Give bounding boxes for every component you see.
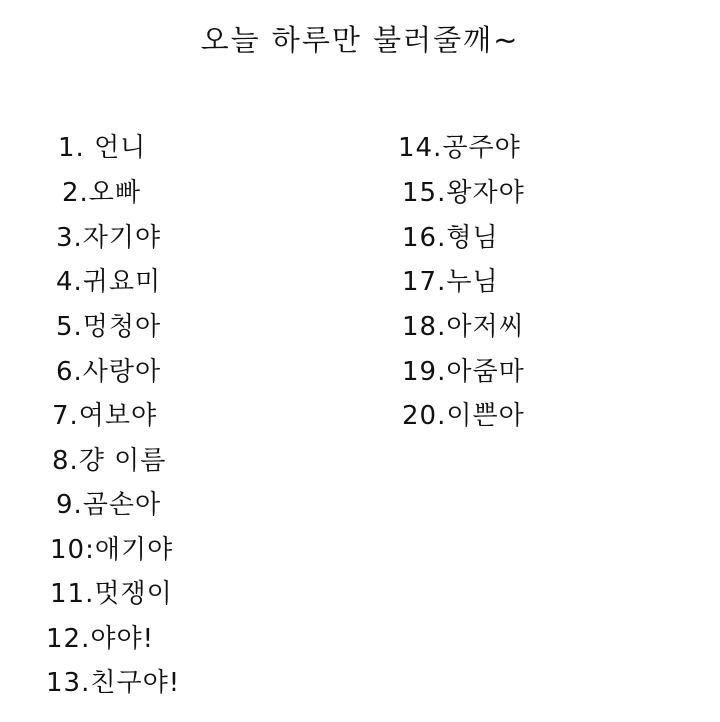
list-item: 9.곰손아: [56, 490, 162, 520]
list-item: 20.이쁜아: [402, 401, 525, 431]
list-item: 1. 언니: [58, 133, 147, 163]
list-item: 12.야야!: [46, 624, 155, 654]
list-item: 3.자기야: [56, 223, 162, 253]
list-item: 5.멍청아: [56, 312, 162, 342]
list-item: 6.사랑아: [56, 357, 162, 387]
list-item: 18.아저씨: [402, 312, 525, 342]
list-item: 15.왕자야: [402, 178, 525, 208]
page-title: 오늘 하루만 불러줄깨~: [200, 23, 520, 57]
list-item: 14.공주야: [398, 133, 521, 163]
list-item: 16.형님: [402, 223, 499, 253]
list-item: 11.멋쟁이: [50, 579, 173, 609]
list-item: 10:애기야: [50, 535, 174, 565]
list-item: 19.아줌마: [402, 357, 525, 387]
list-item: 4.귀요미: [56, 267, 162, 297]
list-item: 2.오빠: [62, 178, 142, 208]
list-item: 7.여보야: [52, 401, 158, 431]
list-item: 8.걍 이름: [52, 446, 167, 476]
list-item: 17.누님: [402, 267, 499, 297]
list-item: 13.친구야!: [46, 668, 181, 698]
